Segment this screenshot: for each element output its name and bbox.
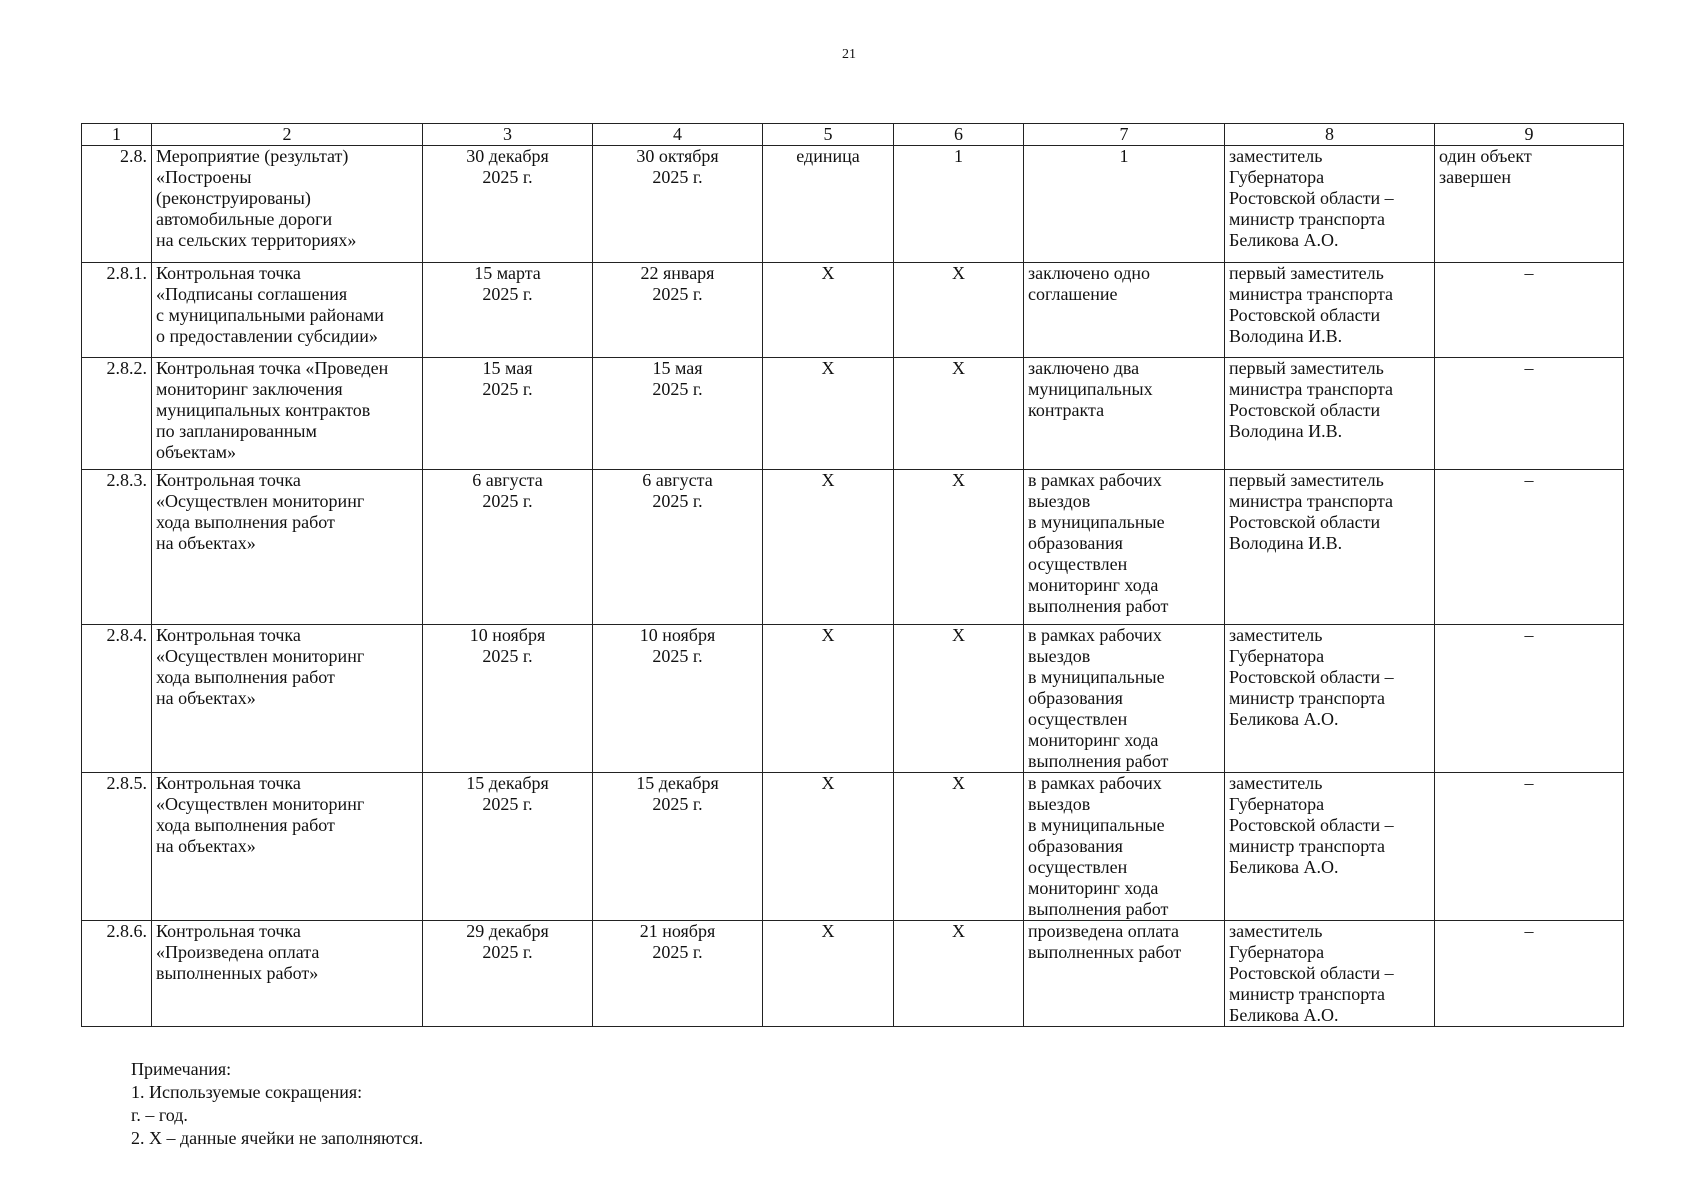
row-responsible: заместитель Губернатора Ростовской области – министр транспорта Беликова А.О. [1225,625,1435,773]
header-cell: 4 [593,124,763,146]
table-row [82,470,1624,625]
row-name: Контрольная точка «Проведен мониторинг заключения муниципальных контрактов по запланированным объектам» [152,358,423,470]
row-name: Контрольная точка «Произведена оплата выполненных работ» [152,921,423,1027]
row-value: X [894,470,1024,625]
row-unit: X [763,263,894,358]
row-responsible: заместитель Губернатора Ростовской области – министр транспорта Беликова А.О. [1225,146,1435,263]
row-name: Контрольная точка «Подписаны соглашения с муниципальными районами о предоставлении субсидии» [152,263,423,358]
row-start-date: 10 ноября 2025 г. [423,625,593,773]
row-end-date: 30 октября 2025 г. [593,146,763,263]
row-number: 2.8.5. [82,773,152,921]
row-result: произведена оплата выполненных работ [1024,921,1225,1027]
row-note: – [1435,358,1624,470]
row-end-date: 6 августа 2025 г. [593,470,763,625]
row-value: X [894,921,1024,1027]
row-start-date: 29 декабря 2025 г. [423,921,593,1027]
row-value: X [894,358,1024,470]
row-start-date: 15 марта 2025 г. [423,263,593,358]
row-number: 2.8.4. [82,625,152,773]
row-name: Контрольная точка «Осуществлен мониторинг хода выполнения работ на объектах» [152,470,423,625]
row-name: Контрольная точка «Осуществлен мониторинг хода выполнения работ на объектах» [152,625,423,773]
header-cell: 3 [423,124,593,146]
table-row [82,358,1624,470]
row-start-date: 15 декабря 2025 г. [423,773,593,921]
row-unit: X [763,358,894,470]
row-unit: X [763,773,894,921]
row-number: 2.8.2. [82,358,152,470]
table-row [82,773,1624,921]
row-result: в рамках рабочих выездов в муниципальные образования осуществлен мониторинг хода выполнения работ [1024,625,1225,773]
row-number: 2.8.6. [82,921,152,1027]
row-responsible: заместитель Губернатора Ростовской области – министр транспорта Беликова А.О. [1225,773,1435,921]
row-note: – [1435,625,1624,773]
row-start-date: 15 мая 2025 г. [423,358,593,470]
row-value: X [894,773,1024,921]
row-start-date: 6 августа 2025 г. [423,470,593,625]
header-cell: 8 [1225,124,1435,146]
notes-line: 1. Используемые сокращения: [131,1082,363,1102]
table-row [82,921,1624,1027]
header-cell: 6 [894,124,1024,146]
row-note: – [1435,921,1624,1027]
header-cell: 5 [763,124,894,146]
row-responsible: первый заместитель министра транспорта Ростовской области Володина И.В. [1225,263,1435,358]
header-cell: 7 [1024,124,1225,146]
row-value: 1 [894,146,1024,263]
row-end-date: 15 декабря 2025 г. [593,773,763,921]
header-cell: 1 [82,124,152,146]
row-number: 2.8.3. [82,470,152,625]
row-value: X [894,625,1024,773]
row-note: – [1435,470,1624,625]
row-value: X [894,263,1024,358]
row-result: в рамках рабочих выездов в муниципальные образования осуществлен мониторинг хода выполнения работ [1024,773,1225,921]
row-number: 2.8. [82,146,152,263]
row-start-date: 30 декабря 2025 г. [423,146,593,263]
notes-block [131,1058,423,1150]
header-cell: 2 [152,124,423,146]
row-responsible: первый заместитель министра транспорта Ростовской области Володина И.В. [1225,358,1435,470]
notes-title: Примечания: [131,1059,232,1079]
table-row [82,146,1624,263]
row-responsible: первый заместитель министра транспорта Ростовской области Володина И.В. [1225,470,1435,625]
row-responsible: заместитель Губернатора Ростовской области – министр транспорта Беликова А.О. [1225,921,1435,1027]
row-unit: X [763,921,894,1027]
row-end-date: 15 мая 2025 г. [593,358,763,470]
row-result: 1 [1024,146,1225,263]
measures-table [81,123,1624,1027]
row-note: – [1435,263,1624,358]
row-note: один объект завершен [1435,146,1624,263]
row-end-date: 22 января 2025 г. [593,263,763,358]
table-header-row [82,124,1624,146]
notes-line: 2. X – данные ячейки не заполняются. [131,1128,424,1148]
row-end-date: 10 ноября 2025 г. [593,625,763,773]
row-unit: X [763,470,894,625]
notes-line: г. – год. [131,1105,188,1125]
row-result: в рамках рабочих выездов в муниципальные образования осуществлен мониторинг хода выполнения работ [1024,470,1225,625]
table-row [82,263,1624,358]
row-note: – [1435,773,1624,921]
row-name: Мероприятие (результат) «Построены (реконструированы) автомобильные дороги на сельских территориях» [152,146,423,263]
row-unit: единица [763,146,894,263]
page-number: 21 [842,47,856,62]
row-result: заключено два муниципальных контракта [1024,358,1225,470]
table-row [82,625,1624,773]
row-name: Контрольная точка «Осуществлен мониторинг хода выполнения работ на объектах» [152,773,423,921]
row-result: заключено одно соглашение [1024,263,1225,358]
row-unit: X [763,625,894,773]
row-end-date: 21 ноября 2025 г. [593,921,763,1027]
header-cell: 9 [1435,124,1624,146]
row-number: 2.8.1. [82,263,152,358]
